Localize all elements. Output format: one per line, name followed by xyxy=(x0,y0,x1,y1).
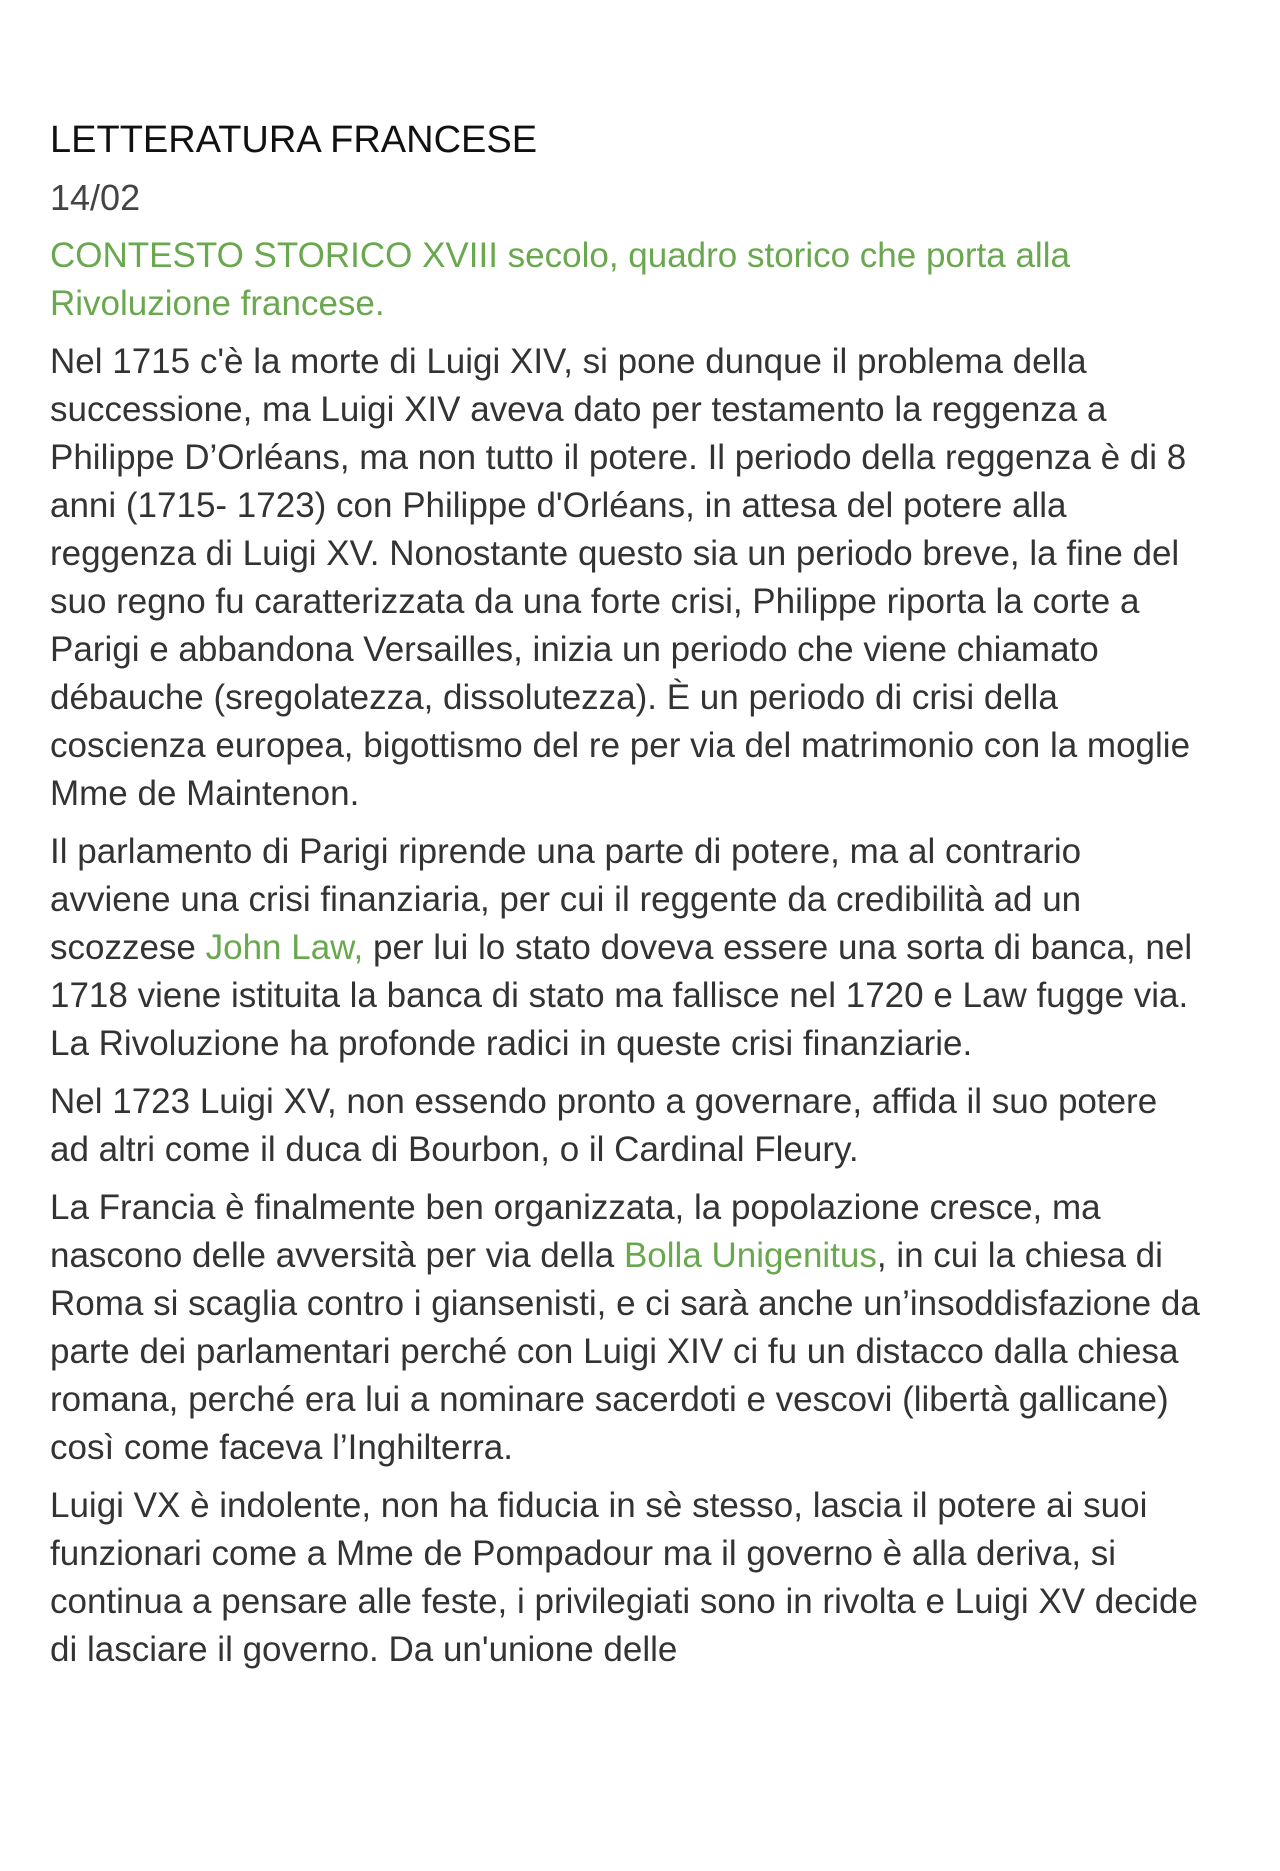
document-page xyxy=(50,116,1200,1684)
paragraph-text: , in cui la chiesa di Roma si scaglia contro i giansenisti, e ci sarà anche un’insoddisfazione da parte dei parlamentari perché con Luigi XIV ci fu un distacco dalla chiesa romana, perché era lui a nominare sacerdoti e vescovi (libertà gallicane) così come faceva l’Inghilterra. xyxy=(50,1236,1200,1467)
document-date: 14/02 xyxy=(50,177,141,218)
document-title: LETTERATURA FRANCESE xyxy=(50,119,538,161)
paragraph-text: per lui lo stato doveva essere una sorta di banca, nel 1718 viene istituita la banca di stato ma fallisce nel 1720 e Law fugge via. La Rivoluzione ha profonde radici in queste crisi finanziarie. xyxy=(50,928,1193,1063)
paragraph-text: Il parlamento di Parigi riprende una parte di potere, ma al contrario avviene una crisi finanziaria, per cui il reggente da credibilità ad un scozzese xyxy=(50,832,1082,967)
paragraph-louis-xv: Nel 1723 Luigi XV, non essendo pronto a governare, affida il suo potere ad altri come il duca di Bourbon, o il Cardinal Fleury. xyxy=(50,1082,1158,1169)
paragraph-financial-crisis xyxy=(50,828,1200,1068)
paragraph-pompadour: Luigi VX è indolente, non ha fiducia in sè stesso, lascia il potere ai suoi funzionari come a Mme de Pompadour ma il governo è alla deriva, si continua a pensare alle feste, i privilegiati sono in rivolta e Luigi XV decide di lasciare il governo. Da un'unione delle xyxy=(50,1486,1198,1669)
paragraph-regency: Nel 1715 c'è la morte di Luigi XIV, si pone dunque il problema della successione, ma Luigi XIV aveva dato per testamento la reggenza a Philippe D’Orléans, ma non tutto il potere. Il periodo della reggenza è di 8 anni (1715- 1723) con Philippe d'Orléans, in attesa del potere alla reggenza di Luigi XV. Nonostante questo sia un periodo breve, la fine del suo regno fu caratterizzata da una forte crisi, Philippe riporta la corte a Parigi e abbandona Versailles, inizia un periodo che viene chiamato débauche (sregolatezza, dissolutezza). È un periodo di crisi della coscienza europea, bigottismo del re per via del matrimonio con la moglie Mme de Maintenon. xyxy=(50,342,1191,813)
section-heading: CONTESTO STORICO XVIII secolo, quadro storico che porta alla Rivoluzione francese. xyxy=(50,236,1070,323)
paragraph-text: La Francia è finalmente ben organizzata, la popolazione cresce, ma nascono delle avversità per via della xyxy=(50,1188,1101,1275)
paragraph-unigenitus xyxy=(50,1184,1200,1472)
highlight-bolla-unigenitus: Bolla Unigenitus xyxy=(623,1236,877,1275)
highlight-john-law: John Law, xyxy=(205,928,364,967)
